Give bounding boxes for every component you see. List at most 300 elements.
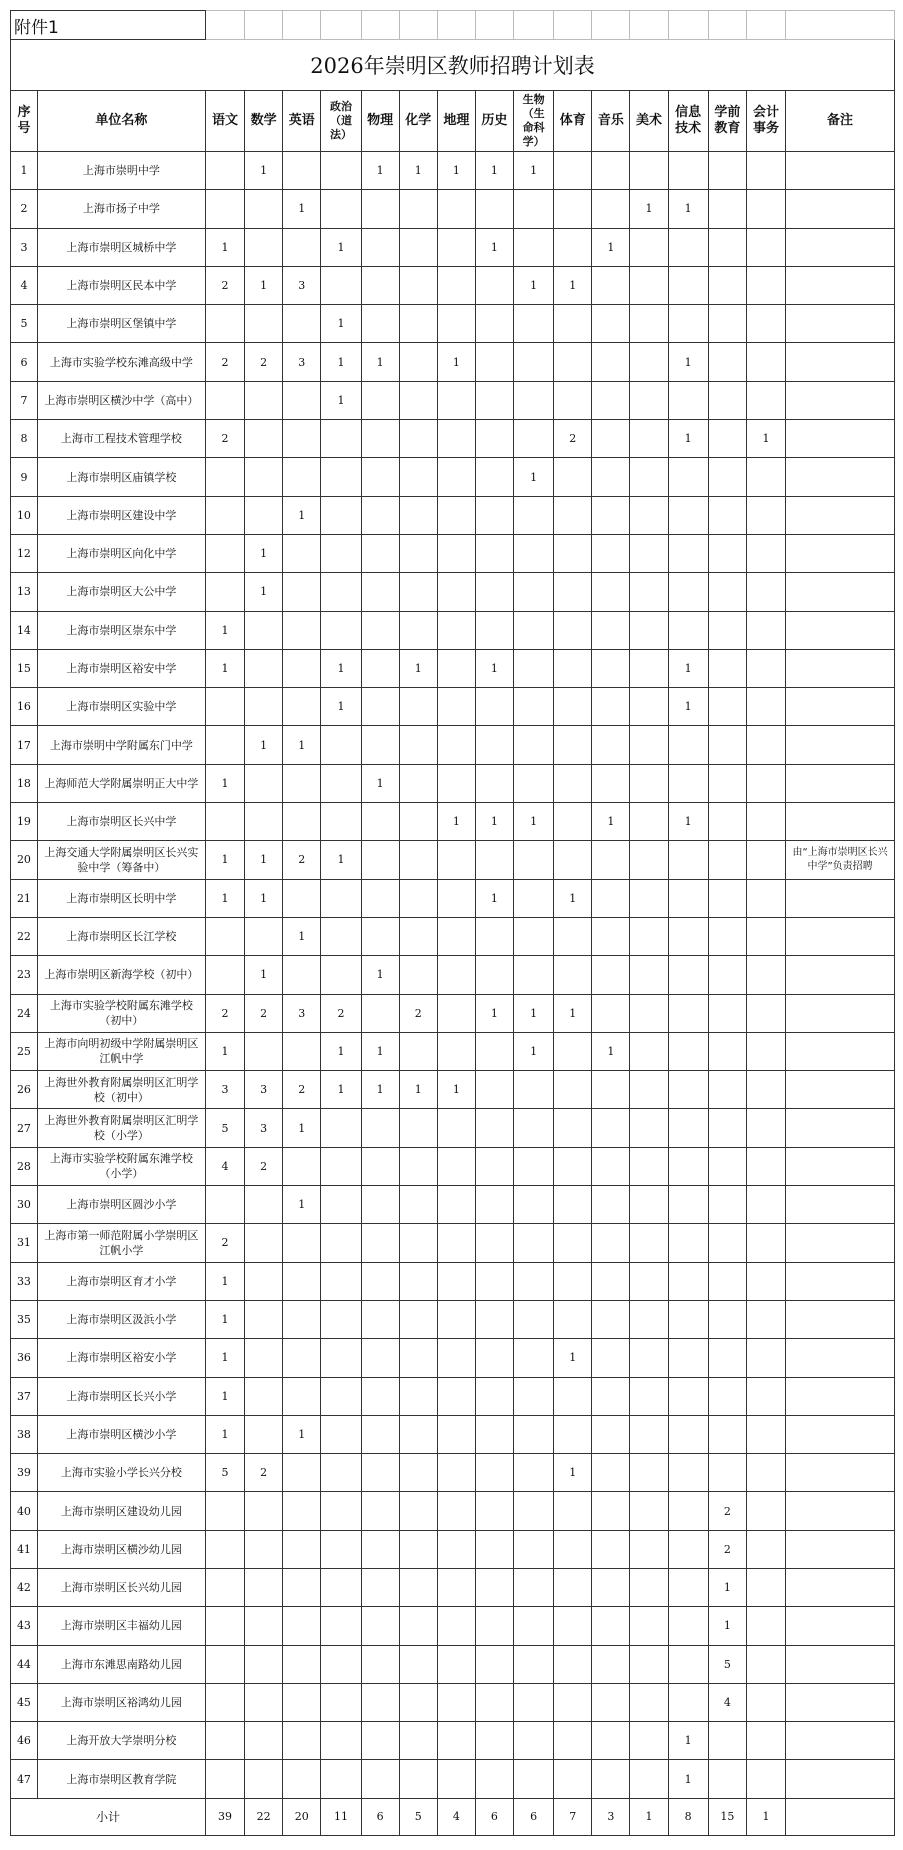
empty-cell: [283, 11, 321, 40]
attachment-row: [11, 11, 895, 40]
row-number-cell: 40: [11, 1492, 38, 1530]
count-cell: [630, 458, 668, 496]
count-cell: [245, 1530, 283, 1568]
count-cell: [513, 305, 553, 343]
table-row: [11, 1032, 895, 1070]
count-cell: [245, 1262, 283, 1300]
count-cell: [708, 649, 746, 687]
count-cell: [630, 1760, 668, 1798]
count-cell: [746, 1530, 785, 1568]
count-cell: 1: [361, 152, 399, 190]
count-cell: [554, 496, 592, 534]
count-cell: [437, 1645, 475, 1683]
count-cell: 1: [361, 764, 399, 802]
count-cell: [205, 496, 244, 534]
count-cell: [361, 726, 399, 764]
count-cell: 5: [708, 1645, 746, 1683]
table-row: [11, 420, 895, 458]
count-cell: [630, 1109, 668, 1147]
row-number-cell: 8: [11, 420, 38, 458]
count-cell: [283, 1568, 321, 1606]
remark-cell: [786, 1262, 895, 1300]
unit-name-cell: 上海交通大学附属崇明区长兴实验中学（筹备中）: [37, 841, 205, 879]
unit-name-cell: 上海市东滩思南路幼儿园: [37, 1645, 205, 1683]
count-cell: [437, 956, 475, 994]
count-cell: 1: [630, 190, 668, 228]
count-cell: 1: [475, 879, 513, 917]
count-cell: [321, 1568, 361, 1606]
table-row: [11, 841, 895, 879]
count-cell: 2: [205, 994, 244, 1032]
count-cell: [361, 841, 399, 879]
total-cell: 39: [205, 1798, 244, 1835]
count-cell: [437, 305, 475, 343]
count-cell: [475, 573, 513, 611]
count-cell: 1: [592, 1032, 630, 1070]
count-cell: 1: [513, 458, 553, 496]
count-cell: [245, 611, 283, 649]
count-cell: [668, 1377, 708, 1415]
count-cell: [554, 1760, 592, 1798]
column-header-label: 音乐: [597, 113, 624, 128]
count-cell: [668, 1339, 708, 1377]
remark-cell: [786, 764, 895, 802]
count-cell: [668, 994, 708, 1032]
count-cell: [361, 190, 399, 228]
column-header-label: 学前教育: [714, 105, 741, 136]
row-number-cell: 37: [11, 1377, 38, 1415]
count-cell: [592, 1300, 630, 1338]
count-cell: [283, 458, 321, 496]
count-cell: [205, 190, 244, 228]
total-cell: 22: [245, 1798, 283, 1835]
count-cell: [205, 1683, 244, 1721]
count-cell: [554, 688, 592, 726]
count-cell: 2: [205, 1224, 244, 1262]
count-cell: [746, 917, 785, 955]
count-cell: [592, 381, 630, 419]
count-cell: 1: [554, 994, 592, 1032]
count-cell: [554, 1224, 592, 1262]
count-cell: [399, 1415, 437, 1453]
row-number-cell: 6: [11, 343, 38, 381]
count-cell: [592, 1147, 630, 1185]
count-cell: [708, 994, 746, 1032]
count-cell: 1: [399, 649, 437, 687]
column-header: [630, 91, 668, 152]
count-cell: [437, 994, 475, 1032]
count-cell: [399, 1530, 437, 1568]
count-cell: [321, 190, 361, 228]
row-number-cell: 41: [11, 1530, 38, 1568]
count-cell: [592, 305, 630, 343]
count-cell: [668, 266, 708, 304]
count-cell: [475, 420, 513, 458]
table-row: [11, 1262, 895, 1300]
total-cell: 3: [592, 1798, 630, 1835]
unit-name-cell: 上海市崇明区裕鸿幼儿园: [37, 1683, 205, 1721]
count-cell: [708, 841, 746, 879]
count-cell: [399, 803, 437, 841]
unit-name-cell: 上海市扬子中学: [37, 190, 205, 228]
count-cell: 3: [205, 1071, 244, 1109]
count-cell: 5: [205, 1109, 244, 1147]
unit-name-cell: 上海市崇明区裕安小学: [37, 1339, 205, 1377]
count-cell: [399, 611, 437, 649]
count-cell: [283, 534, 321, 572]
count-cell: [399, 228, 437, 266]
row-number-cell: 24: [11, 994, 38, 1032]
count-cell: [554, 1262, 592, 1300]
count-cell: [399, 573, 437, 611]
count-cell: [321, 726, 361, 764]
row-number-cell: 39: [11, 1454, 38, 1492]
count-cell: [708, 879, 746, 917]
count-cell: 2: [708, 1530, 746, 1568]
row-number-cell: 7: [11, 381, 38, 419]
count-cell: [361, 1607, 399, 1645]
count-cell: [746, 611, 785, 649]
count-cell: [245, 1683, 283, 1721]
count-cell: [668, 534, 708, 572]
total-cell: 1: [746, 1798, 785, 1835]
count-cell: [746, 496, 785, 534]
remark-cell: 由“上海市崇明区长兴中学”负责招聘: [786, 841, 895, 879]
count-cell: [245, 1415, 283, 1453]
row-number-cell: 15: [11, 649, 38, 687]
count-cell: [283, 152, 321, 190]
count-cell: 1: [668, 649, 708, 687]
page-title: 2026年崇明区教师招聘计划表: [11, 40, 895, 91]
count-cell: 1: [245, 956, 283, 994]
unit-name-cell: 上海市崇明区汲浜小学: [37, 1300, 205, 1338]
count-cell: [437, 611, 475, 649]
count-cell: [746, 1607, 785, 1645]
remark-cell: [786, 266, 895, 304]
count-cell: [475, 956, 513, 994]
count-cell: [554, 152, 592, 190]
count-cell: [513, 1377, 553, 1415]
count-cell: [437, 1109, 475, 1147]
count-cell: [513, 764, 553, 802]
count-cell: [630, 420, 668, 458]
count-cell: [475, 305, 513, 343]
count-cell: [630, 381, 668, 419]
table-row: [11, 534, 895, 572]
count-cell: [630, 1377, 668, 1415]
count-cell: [283, 764, 321, 802]
count-cell: [554, 1645, 592, 1683]
count-cell: 1: [283, 496, 321, 534]
count-cell: 1: [475, 994, 513, 1032]
count-cell: 1: [437, 343, 475, 381]
row-number-cell: 10: [11, 496, 38, 534]
count-cell: [554, 534, 592, 572]
count-cell: [554, 1186, 592, 1224]
count-cell: [321, 496, 361, 534]
count-cell: [283, 1032, 321, 1070]
unit-name-cell: 上海市崇明区城桥中学: [37, 228, 205, 266]
count-cell: [708, 228, 746, 266]
count-cell: [245, 1722, 283, 1760]
count-cell: [513, 1492, 553, 1530]
count-cell: [437, 649, 475, 687]
remark-cell: [786, 917, 895, 955]
count-cell: [245, 688, 283, 726]
count-cell: [399, 764, 437, 802]
count-cell: [475, 611, 513, 649]
count-cell: [592, 458, 630, 496]
remark-cell: [786, 726, 895, 764]
count-cell: [746, 688, 785, 726]
count-cell: [708, 496, 746, 534]
count-cell: 1: [205, 1339, 244, 1377]
count-cell: [475, 1760, 513, 1798]
column-header: [11, 91, 38, 152]
unit-name-cell: 上海市崇明区教育学院: [37, 1760, 205, 1798]
table-row: [11, 266, 895, 304]
count-cell: [592, 1607, 630, 1645]
count-cell: [630, 1339, 668, 1377]
count-cell: [630, 764, 668, 802]
count-cell: [437, 1492, 475, 1530]
remark-cell: [786, 1722, 895, 1760]
count-cell: [746, 1339, 785, 1377]
count-cell: [399, 458, 437, 496]
count-cell: [437, 917, 475, 955]
column-header: [786, 91, 895, 152]
count-cell: [630, 1568, 668, 1606]
recruitment-plan-sheet: [10, 10, 895, 1836]
count-cell: [592, 1645, 630, 1683]
unit-name-cell: 上海市崇明中学: [37, 152, 205, 190]
unit-name-cell: 上海市实验小学长兴分校: [37, 1454, 205, 1492]
count-cell: [321, 573, 361, 611]
count-cell: [399, 420, 437, 458]
count-cell: [437, 688, 475, 726]
count-cell: [592, 917, 630, 955]
count-cell: 1: [283, 917, 321, 955]
count-cell: 2: [245, 994, 283, 1032]
count-cell: 1: [245, 534, 283, 572]
count-cell: [746, 573, 785, 611]
column-header-label: 地理: [443, 113, 470, 128]
row-number-cell: 28: [11, 1147, 38, 1185]
count-cell: [399, 1300, 437, 1338]
count-cell: [668, 152, 708, 190]
count-cell: [321, 534, 361, 572]
count-cell: 1: [205, 1300, 244, 1338]
count-cell: [630, 879, 668, 917]
count-cell: [321, 1377, 361, 1415]
count-cell: [321, 1224, 361, 1262]
remark-cell: [786, 1377, 895, 1415]
unit-name-cell: 上海市崇明中学附属东门中学: [37, 726, 205, 764]
remark-cell: [786, 190, 895, 228]
table-row: [11, 688, 895, 726]
count-cell: [592, 688, 630, 726]
count-cell: [554, 1071, 592, 1109]
count-cell: [708, 1415, 746, 1453]
count-cell: [668, 228, 708, 266]
count-cell: [592, 152, 630, 190]
count-cell: [746, 879, 785, 917]
total-cell: 20: [283, 1798, 321, 1835]
count-cell: 3: [283, 266, 321, 304]
attachment-label: 附件1: [11, 11, 206, 40]
remark-cell: [786, 1224, 895, 1262]
count-cell: [630, 534, 668, 572]
count-cell: [554, 573, 592, 611]
count-cell: [592, 534, 630, 572]
count-cell: [668, 1607, 708, 1645]
table-row: [11, 381, 895, 419]
table-row: [11, 1454, 895, 1492]
table-row: [11, 1683, 895, 1721]
count-cell: [283, 381, 321, 419]
row-number-cell: 35: [11, 1300, 38, 1338]
count-cell: [668, 1492, 708, 1530]
count-cell: [708, 1339, 746, 1377]
count-cell: [592, 1071, 630, 1109]
count-cell: [630, 688, 668, 726]
count-cell: [437, 228, 475, 266]
count-cell: 1: [361, 956, 399, 994]
count-cell: [437, 1147, 475, 1185]
count-cell: [283, 305, 321, 343]
count-cell: [708, 420, 746, 458]
count-cell: [746, 803, 785, 841]
count-cell: [513, 1645, 553, 1683]
count-cell: [592, 1722, 630, 1760]
count-cell: [283, 803, 321, 841]
count-cell: 1: [513, 1032, 553, 1070]
row-number-cell: 18: [11, 764, 38, 802]
count-cell: [245, 803, 283, 841]
count-cell: [205, 1722, 244, 1760]
column-header-label: 体育: [559, 113, 586, 128]
count-cell: [475, 496, 513, 534]
count-cell: 1: [361, 1071, 399, 1109]
count-cell: [746, 1032, 785, 1070]
count-cell: [475, 458, 513, 496]
table-row: [11, 611, 895, 649]
count-cell: [630, 1492, 668, 1530]
count-cell: [361, 1645, 399, 1683]
count-cell: 1: [321, 841, 361, 879]
count-cell: [746, 1109, 785, 1147]
count-cell: 2: [205, 343, 244, 381]
count-cell: [283, 879, 321, 917]
count-cell: [554, 803, 592, 841]
row-number-cell: 30: [11, 1186, 38, 1224]
count-cell: 1: [399, 1071, 437, 1109]
count-cell: [205, 381, 244, 419]
table-row: [11, 573, 895, 611]
column-header: [668, 91, 708, 152]
count-cell: [245, 917, 283, 955]
count-cell: [283, 228, 321, 266]
count-cell: [205, 688, 244, 726]
remark-cell: [786, 1071, 895, 1109]
remark-cell: [786, 1530, 895, 1568]
count-cell: [668, 1262, 708, 1300]
table-row: [11, 917, 895, 955]
count-cell: [554, 841, 592, 879]
count-cell: [361, 305, 399, 343]
count-cell: [437, 496, 475, 534]
count-cell: [205, 726, 244, 764]
count-cell: [361, 1568, 399, 1606]
count-cell: [554, 1109, 592, 1147]
count-cell: [592, 1568, 630, 1606]
count-cell: [708, 152, 746, 190]
column-header: [513, 91, 553, 152]
count-cell: 2: [245, 1454, 283, 1492]
count-cell: [513, 1071, 553, 1109]
count-cell: 1: [668, 688, 708, 726]
row-number-cell: 20: [11, 841, 38, 879]
count-cell: [746, 1186, 785, 1224]
count-cell: [592, 994, 630, 1032]
count-cell: [668, 573, 708, 611]
total-cell: 4: [437, 1798, 475, 1835]
count-cell: [668, 1147, 708, 1185]
count-cell: [321, 266, 361, 304]
table-row: [11, 764, 895, 802]
count-cell: [321, 803, 361, 841]
count-cell: [321, 1530, 361, 1568]
remark-cell: [786, 1645, 895, 1683]
count-cell: [554, 1492, 592, 1530]
row-number-cell: 33: [11, 1262, 38, 1300]
table-row: [11, 649, 895, 687]
column-header-label: 英语: [288, 113, 315, 128]
count-cell: [475, 1339, 513, 1377]
count-cell: [321, 1339, 361, 1377]
count-cell: [437, 726, 475, 764]
count-cell: [361, 1186, 399, 1224]
count-cell: [361, 688, 399, 726]
row-number-cell: 19: [11, 803, 38, 841]
count-cell: [592, 764, 630, 802]
count-cell: [592, 1109, 630, 1147]
count-cell: [592, 841, 630, 879]
count-cell: [245, 1300, 283, 1338]
count-cell: 1: [321, 688, 361, 726]
count-cell: [437, 420, 475, 458]
count-cell: [592, 1492, 630, 1530]
count-cell: [513, 381, 553, 419]
count-cell: [475, 1454, 513, 1492]
column-header: [592, 91, 630, 152]
count-cell: [245, 1224, 283, 1262]
count-cell: 1: [245, 152, 283, 190]
count-cell: [475, 343, 513, 381]
count-cell: [513, 611, 553, 649]
count-cell: [437, 841, 475, 879]
table-row: [11, 190, 895, 228]
count-cell: [554, 1377, 592, 1415]
count-cell: [746, 458, 785, 496]
table-row: [11, 1645, 895, 1683]
count-cell: [746, 764, 785, 802]
count-cell: [475, 1262, 513, 1300]
count-cell: [399, 1760, 437, 1798]
column-header: [361, 91, 399, 152]
count-cell: [630, 496, 668, 534]
count-cell: [513, 879, 553, 917]
